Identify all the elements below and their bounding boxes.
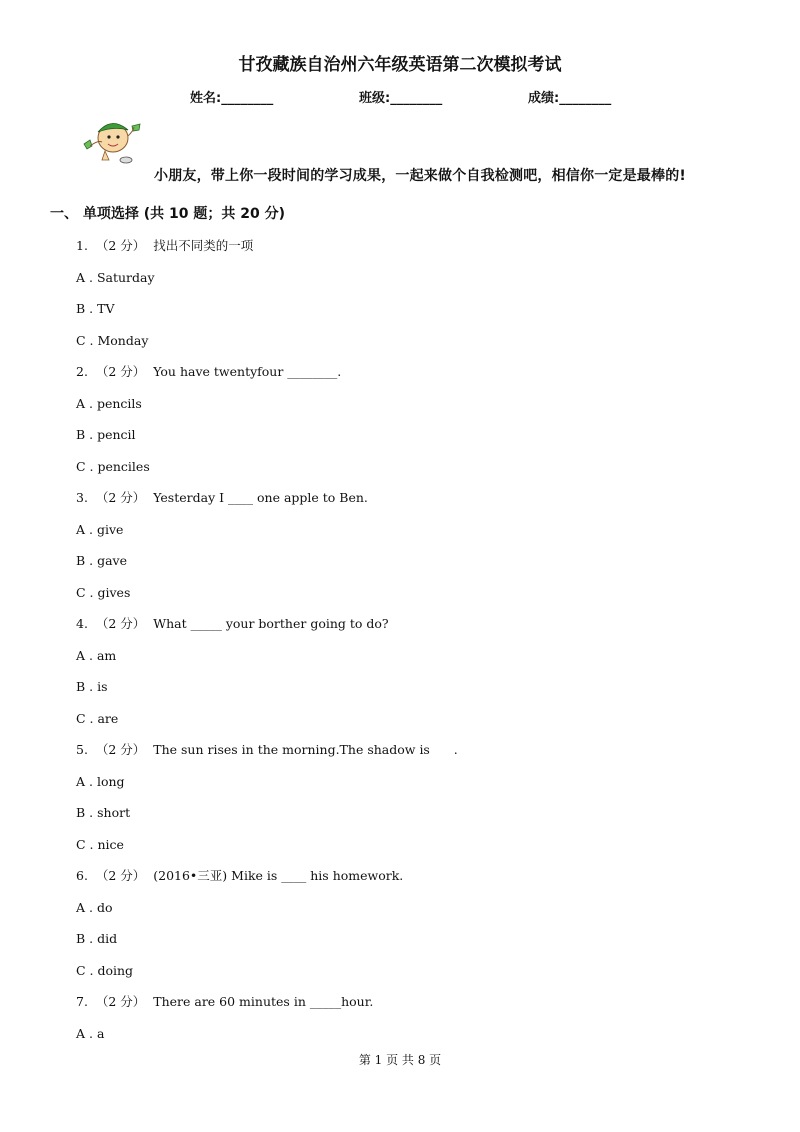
- answer-option: B . pencil: [76, 427, 136, 442]
- answer-option: C . are: [76, 711, 119, 726]
- section-heading: 一、 单项选择 (共 10 题；共 20 分): [50, 206, 286, 222]
- intro-text: 小朋友，带上你一段时间的学习成果，一起来做个自我检测吧，相信你一定是最棒的!: [154, 168, 686, 184]
- answer-option: C . nice: [76, 837, 124, 852]
- answer-option: B . TV: [76, 301, 115, 316]
- answer-option: A . Saturday: [76, 270, 155, 285]
- class-field: 班级:________: [359, 91, 443, 106]
- question-stem: 4. （2 分） What _____ your borther going to do?: [76, 616, 389, 631]
- mascot-illustration: [80, 116, 146, 166]
- exam-title: 甘孜藏族自治州六年级英语第二次模拟考试: [238, 55, 562, 75]
- answer-option: C . gives: [76, 585, 131, 600]
- answer-option: C . Monday: [76, 333, 149, 348]
- answer-option: A . a: [76, 1026, 105, 1041]
- answer-option: B . short: [76, 805, 131, 820]
- answer-option: C . doing: [76, 963, 134, 978]
- question-stem: 7. （2 分） There are 60 minutes in _____hour.: [76, 994, 374, 1009]
- answer-option: B . is: [76, 679, 108, 694]
- question-stem: 6. （2 分） (2016•三亚) Mike is ____ his homework.: [76, 868, 404, 883]
- question-stem: 3. （2 分） Yesterday I ____ one apple to Ben.: [76, 490, 368, 505]
- answer-option: B . gave: [76, 553, 128, 568]
- question-stem: 1. （2 分） 找出不同类的一项: [76, 238, 254, 253]
- name-field: 姓名:________: [190, 91, 274, 106]
- question-stem: 5. （2 分） The sun rises in the morning.The shadow is .: [76, 742, 458, 757]
- question-stem: 2. （2 分） You have twentyfour ________.: [76, 364, 342, 379]
- answer-option: B . did: [76, 931, 118, 946]
- answer-option: A . long: [76, 774, 125, 789]
- answer-option: A . do: [76, 900, 113, 915]
- answer-option: A . pencils: [76, 396, 142, 411]
- page-footer: 第 1 页 共 8 页: [358, 1053, 442, 1067]
- answer-option: C . penciles: [76, 459, 150, 474]
- answer-option: A . am: [76, 648, 117, 663]
- score-field: 成绩:________: [528, 91, 612, 106]
- answer-option: A . give: [76, 522, 124, 537]
